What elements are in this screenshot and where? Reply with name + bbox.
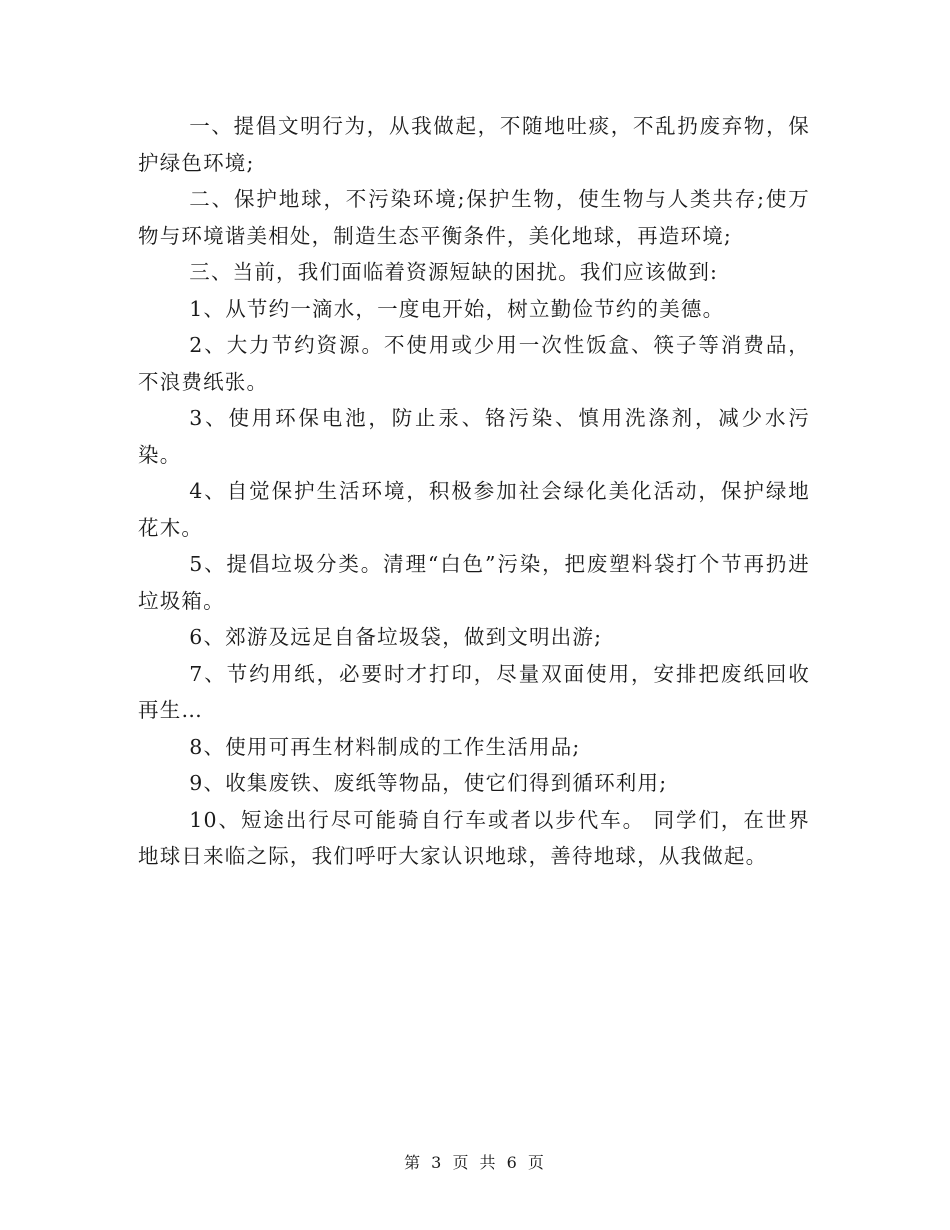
list-item-1: 1、从节约一滴水，一度电开始，树立勤俭节约的美德。 [189, 296, 725, 321]
paragraph-3: 三、当前，我们面临着资源短缺的困扰。我们应该做到: [189, 260, 719, 284]
list-item-10: 10、短途出行尽可能骑自行车或者以步代车。 同学们，在世界地球日来临之际，我们呼吁大家认识地球，善待地球，从我做起。 [138, 807, 810, 868]
paragraph-1: 一、提倡文明行为，从我做起，不随地吐痰，不乱扔废弃物，保护绿色环境; [138, 114, 810, 175]
list-item-9: 9、收集废铁、废纸等物品，使它们得到循环利用; [189, 771, 668, 795]
list-item-7: 7、节约用纸，必要时才打印，尽量双面使用，安排把废纸回收再生… [138, 661, 810, 722]
list-item-2: 2、大力节约资源。不使用或少用一次性饭盒、筷子等消费品，不浪费纸张。 [138, 333, 810, 394]
list-item-4: 4、自觉保护生活环境，积极参加社会绿化美化活动，保护绿地花木。 [138, 479, 810, 540]
document-body [138, 108, 810, 875]
paragraph-2: 二、保护地球，不污染环境;保护生物，使生物与人类共存;使万物与环境谐美相处，制造生态平衡条件，美化地球，再造环境; [138, 187, 810, 248]
list-item-3: 3、使用环保电池，防止汞、铬污染、慎用洗涤剂，减少水污染。 [138, 406, 810, 467]
list-item-5: 5、提倡垃圾分类。清理“白色”污染，把废塑料袋打个节再扔进垃圾箱。 [138, 552, 810, 613]
page-number-footer: 第 3 页 共 6 页 [404, 1153, 546, 1172]
list-item-6: 6、郊游及远足自备垃圾袋，做到文明出游; [189, 625, 603, 649]
list-item-8: 8、使用可再生材料制成的工作生活用品; [189, 734, 581, 759]
